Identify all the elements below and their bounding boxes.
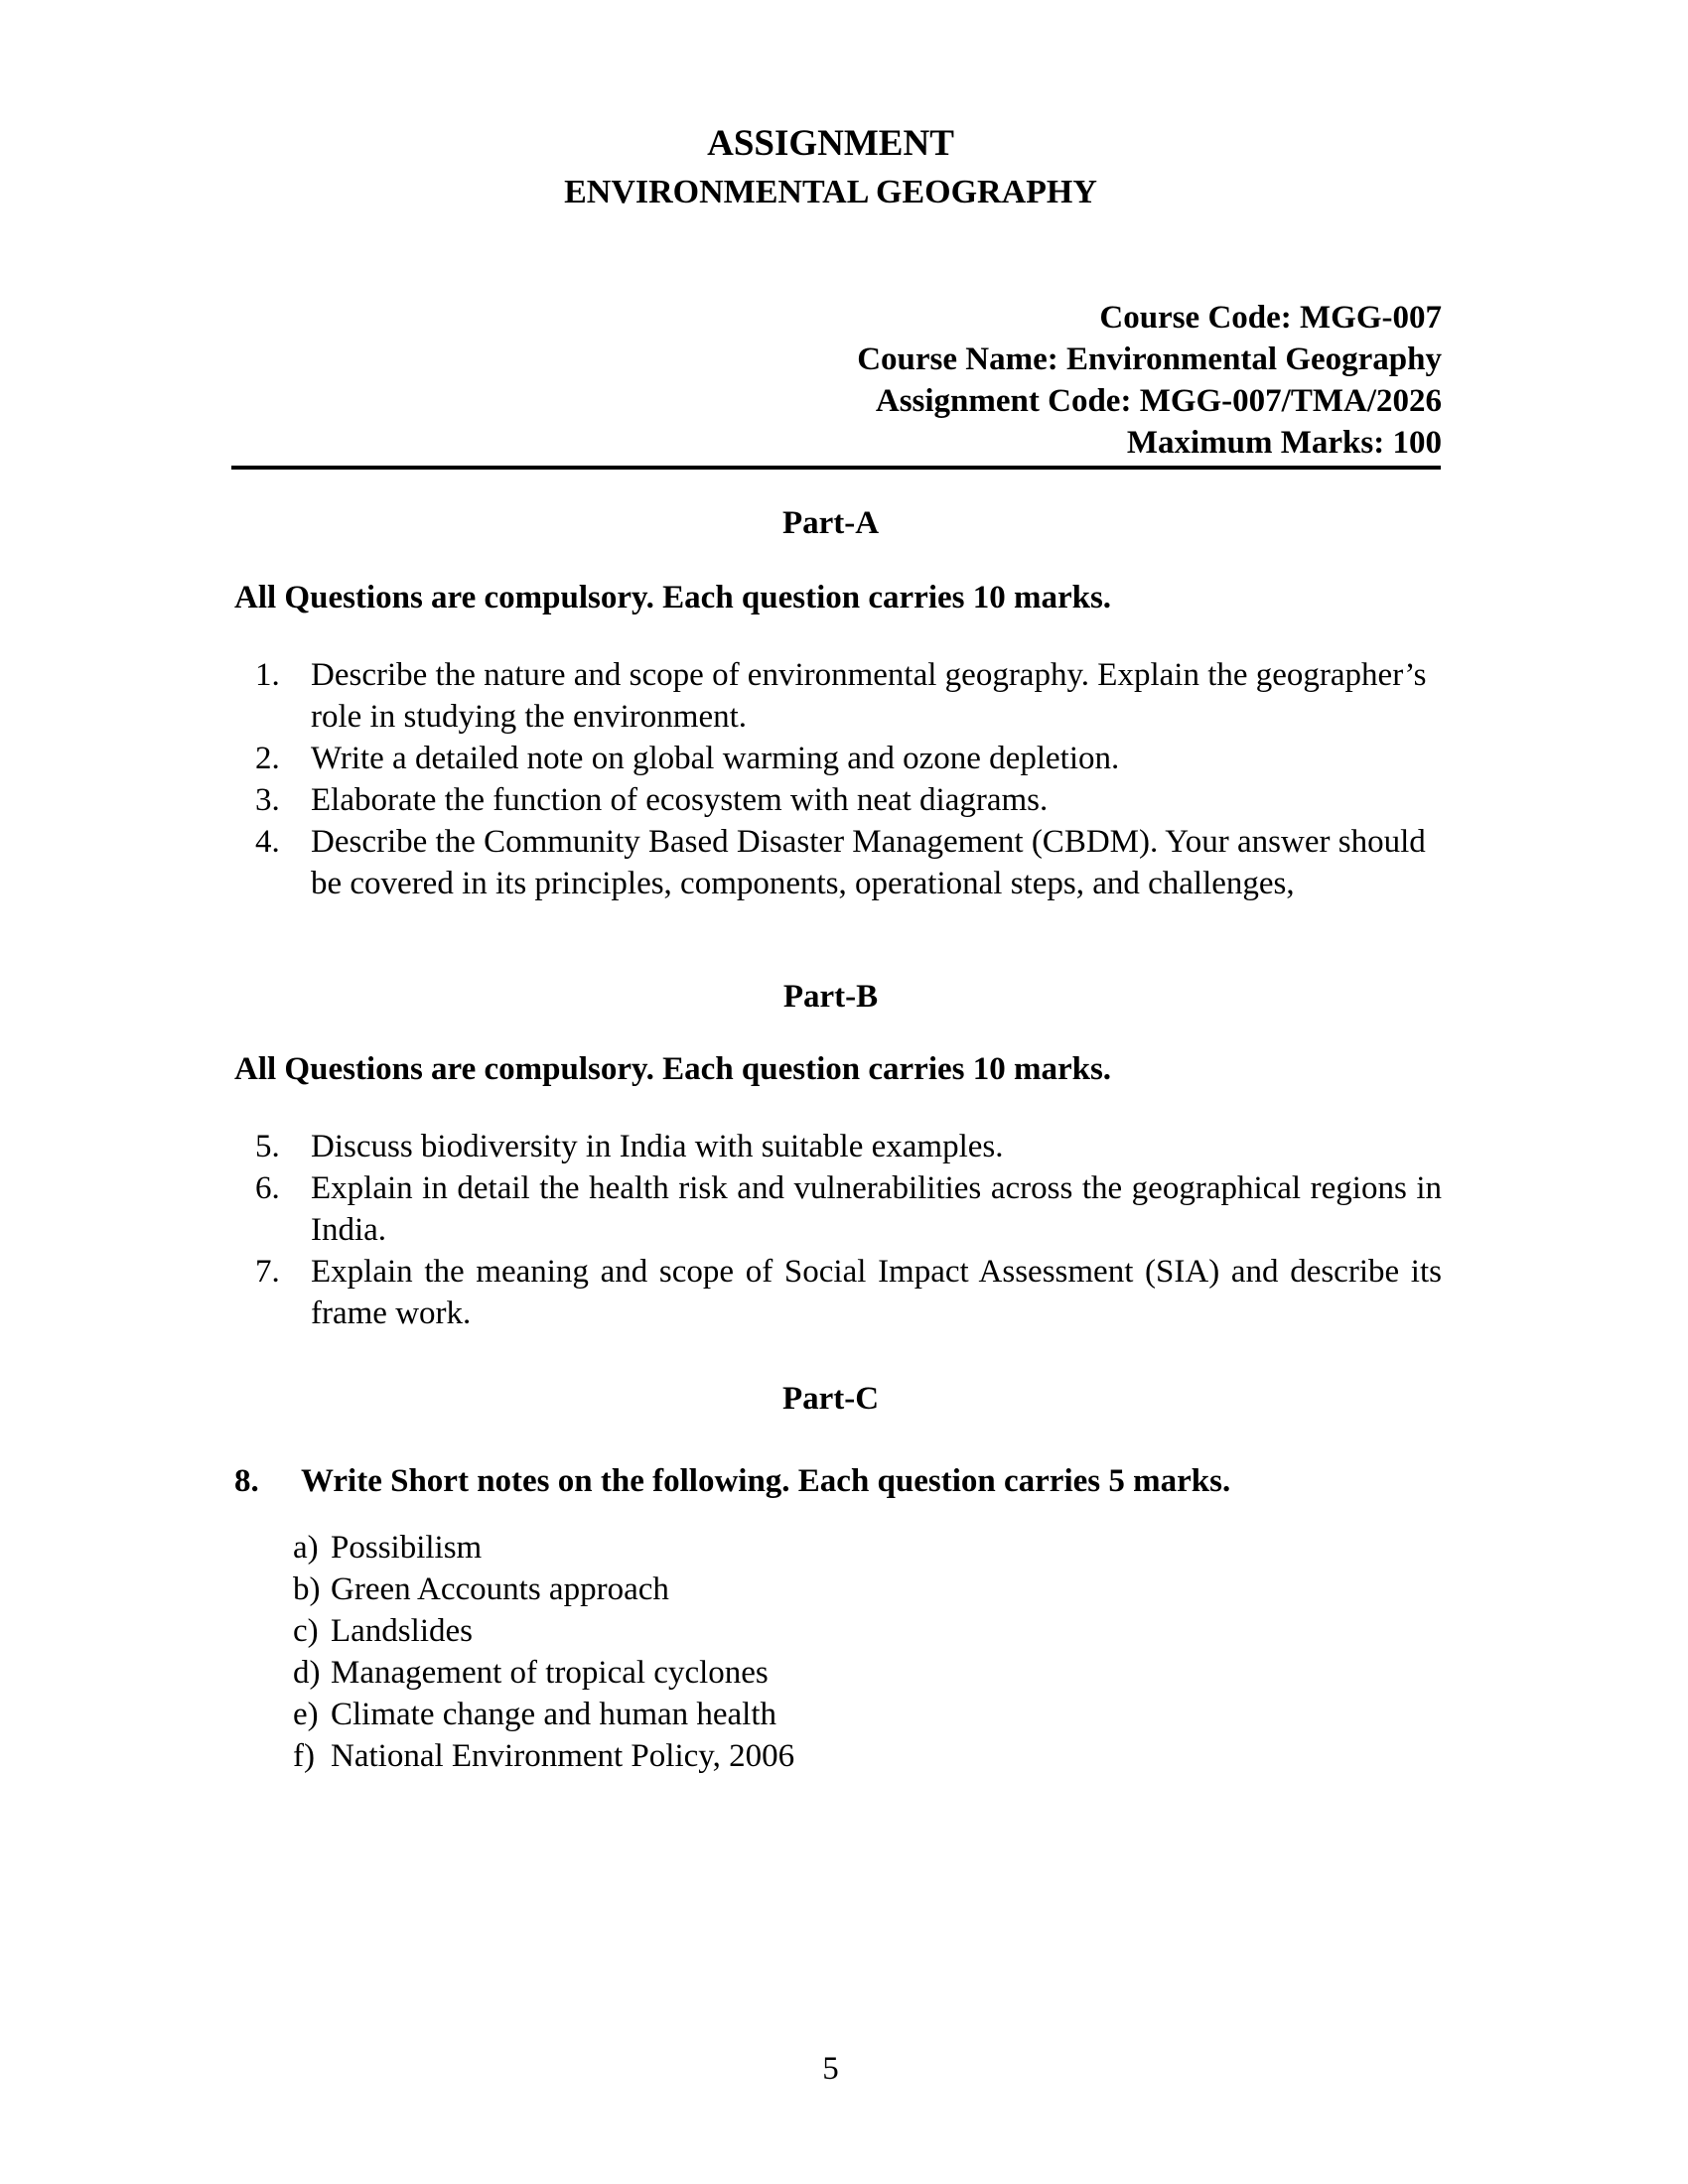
subquestion-a xyxy=(293,1527,1442,1569)
question-number: 7. xyxy=(255,1254,280,1290)
subquestion-text: Possibilism xyxy=(331,1530,483,1566)
subquestion-label: a) xyxy=(293,1530,319,1566)
page-number: 5 xyxy=(822,2051,839,2087)
question-text: Write a detailed note on global warming and ozone depletion. xyxy=(311,741,1120,776)
question-text: Describe the nature and scope of environmental geography. Explain the geographer’s role in studying the environment. xyxy=(311,657,1427,735)
question-2 xyxy=(234,738,1442,779)
part-a-heading: Part-A xyxy=(781,505,880,541)
question-text: Describe the Community Based Disaster Management (CBDM). Your answer should be covered in its principles, components, operational steps, and challenges, xyxy=(311,824,1426,901)
question-number: 5. xyxy=(255,1129,280,1164)
question-number: 2. xyxy=(255,741,280,776)
maximum-marks-line: Maximum Marks: 100 xyxy=(1126,425,1442,461)
assignment-code-line: Assignment Code: MGG-007/TMA/2026 xyxy=(875,383,1442,419)
course-meta-block xyxy=(857,297,1442,464)
question-7 xyxy=(234,1251,1442,1334)
question-8 xyxy=(234,1460,1442,1502)
subquestion-e xyxy=(293,1694,1442,1735)
question-text: Elaborate the function of ecosystem with neat diagrams. xyxy=(311,782,1049,818)
document-subtitle: ENVIRONMENTAL GEOGRAPHY xyxy=(564,174,1097,210)
subquestion-text: National Environment Policy, 2006 xyxy=(331,1738,795,1774)
subquestion-label: d) xyxy=(293,1655,321,1691)
part-b-instruction: All Questions are compulsory. Each question carries 10 marks. xyxy=(234,1051,1112,1087)
question-4 xyxy=(234,821,1442,904)
subquestion-label: b) xyxy=(293,1571,321,1607)
part-c-heading: Part-C xyxy=(781,1381,880,1417)
subquestion-text: Management of tropical cyclones xyxy=(331,1655,769,1691)
question-3 xyxy=(234,779,1442,821)
part-a-question-list xyxy=(234,654,1442,904)
part-b-question-list xyxy=(234,1126,1442,1334)
subquestion-text: Green Accounts approach xyxy=(331,1571,669,1607)
question-text: Discuss biodiversity in India with suitable examples. xyxy=(311,1129,1004,1164)
header-divider xyxy=(231,466,1441,470)
question-number: 4. xyxy=(255,824,280,860)
question-8-instruction: Write Short notes on the following. Each question carries 5 marks. xyxy=(301,1463,1231,1499)
subquestion-label: e) xyxy=(293,1697,319,1732)
question-number: 6. xyxy=(255,1170,280,1206)
subquestion-c xyxy=(293,1610,1442,1652)
document-title: ASSIGNMENT xyxy=(707,123,954,164)
question-6 xyxy=(234,1167,1442,1251)
course-code-line: Course Code: MGG-007 xyxy=(1099,300,1442,336)
part-b-heading: Part-B xyxy=(782,979,879,1015)
question-5 xyxy=(234,1126,1442,1167)
subquestion-text: Landslides xyxy=(331,1613,473,1649)
question-text: Explain in detail the health risk and vulnerabilities across the geographical regions in India. xyxy=(311,1170,1442,1248)
subquestion-f xyxy=(293,1735,1442,1777)
course-name-line: Course Name: Environmental Geography xyxy=(857,341,1442,377)
part-c-subquestion-list xyxy=(234,1527,1442,1777)
question-number: 3. xyxy=(255,782,280,818)
question-number: 1. xyxy=(255,657,280,693)
subquestion-label: c) xyxy=(293,1613,319,1649)
question-text: Explain the meaning and scope of Social Impact Assessment (SIA) and describe its frame work. xyxy=(311,1254,1442,1331)
subquestion-text: Climate change and human health xyxy=(331,1697,777,1732)
part-a-instruction: All Questions are compulsory. Each question carries 10 marks. xyxy=(234,580,1112,615)
question-number: 8. xyxy=(234,1463,259,1499)
question-1 xyxy=(234,654,1442,738)
subquestion-d xyxy=(293,1652,1442,1694)
subquestion-label: f) xyxy=(293,1738,315,1774)
subquestion-b xyxy=(293,1569,1442,1610)
